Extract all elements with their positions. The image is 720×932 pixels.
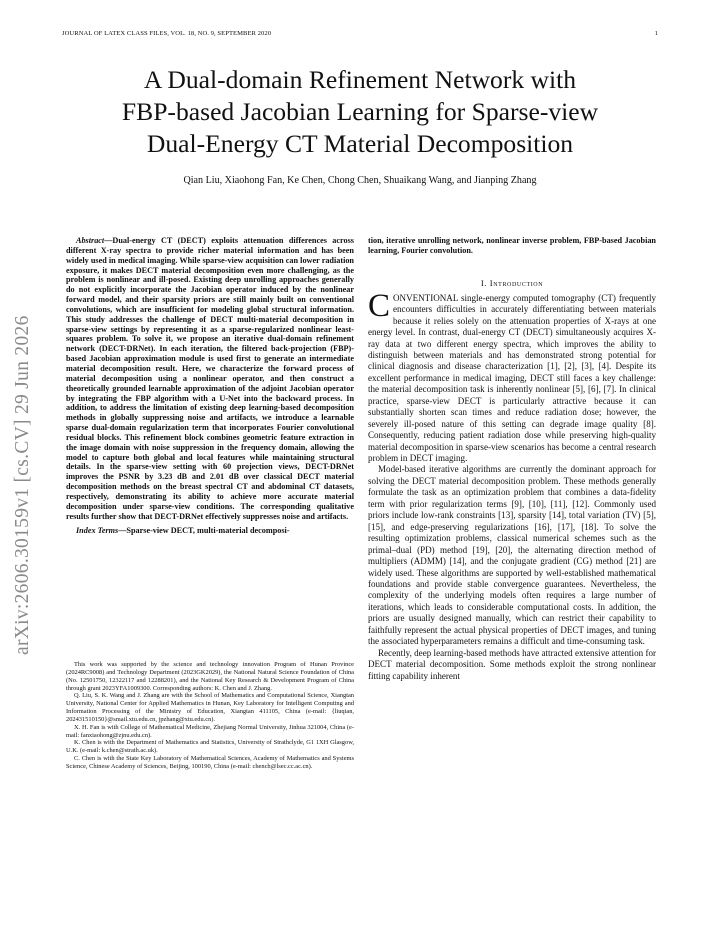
right-column bbox=[368, 236, 656, 682]
footnote-affiliation-k-chen: K. Chen is with the Department of Mathematics and Statistics, University of Strathclyde, G1 1XH Glasgow, U.K. (e-mail: k.chen@strath.ac.uk). bbox=[66, 739, 354, 755]
arxiv-stamp-text: arXiv:2606.30159v1 [cs.CV] 29 Jun 2026 bbox=[12, 315, 33, 655]
index-terms-label: Index Terms bbox=[76, 526, 119, 536]
intro-first-word: ONVENTIONAL bbox=[393, 292, 459, 303]
title-line-1: A Dual-domain Refinement Network with bbox=[143, 65, 577, 94]
running-head bbox=[62, 30, 658, 40]
dropcap: C bbox=[368, 287, 391, 324]
intro-paragraph-1 bbox=[368, 287, 656, 465]
intro-paragraph-1-text: single-energy computed tomography (CT) frequently encounters difficulties in accurately differentiating between materials because it relies solely on the attenuation properties of X-rays at one energy level. In contrast, dual-energy CT (DECT) simultaneously acquires X-ray data at two different energy spectra, which improves the ability to distinguish between materials and has demonstrated strong potential for clinical diagnosis and disease characterization [1], [2], [3], [4]. Despite its excellent performance in medical imaging, DECT still faces a key challenge: the material decomposition task is inherently nonlinear [5], [6], [7]. In clinical practice, sparse-view DECT is particularly attractive because it can substantially shorten scan times and reduce radiation dose; however, the severely ill-posed nature of this setting can degrade image quality [8]. Consequently, reducing patient radiation dose while preserving high-quality material decomposition in sparse-view scenarios has become a central research problem in DECT imaging. bbox=[368, 292, 656, 464]
paper-title bbox=[60, 64, 660, 160]
intro-paragraph-3: Recently, deep learning-based methods have attracted extensive attention for DECT material decomposition. Some methods exploit the strong nonlinear fitting capability inherent bbox=[368, 647, 656, 681]
footnotes bbox=[66, 661, 354, 771]
section-numeral: I. bbox=[480, 277, 488, 288]
title-line-3: Dual-Energy CT Material Decomposition bbox=[146, 129, 574, 158]
abstract bbox=[66, 236, 354, 521]
footnote-affiliation-fan: X. H. Fan is with College of Mathematical Medicine, Zhejiang Normal University, Jinhua 321004, China (e-mail: fanxiaohong@zjnu.edu.cn). bbox=[66, 723, 354, 739]
section-title: Introduction bbox=[489, 277, 544, 288]
title-line-2: FBP-based Jacobian Learning for Sparse-view bbox=[121, 97, 599, 126]
footnote-affiliation-liu-wang-zhang: Q. Liu, S. K. Wang and J. Zhang are with the School of Mathematics and Computational Science, Xiangtan University, National Center for Applied Mathematics in Hunan, Key Laboratory for Intelligent Computing and Information Processing of the Ministry of Education, Xiangtan 411105, China (e-mail: {liuqian, 202431510150}@smail.xtu.edu.cn, jpzhang@xtu.edu.cn). bbox=[66, 692, 354, 723]
page-number: 1 bbox=[654, 30, 658, 37]
abstract-label: Abstract bbox=[76, 236, 105, 245]
index-terms-continued: tion, iterative unrolling network, nonlinear inverse problem, FBP-based Jacobian learning, Fourier convolution. bbox=[368, 236, 656, 255]
footnote-funding: This work was supported by the science and technology innovation Program of Hunan Province (2024RC9008) and Technology Department (2023GK2029), the National Natural Science Foundation of China (No. 12501750, 12322117 and 12288201), and the National Key Research & Development Program of China through grant 2023YFA1009300. Corresponding authors: K. Chen and J. Zhang. bbox=[66, 661, 354, 692]
journal-header: JOURNAL OF LATEX CLASS FILES, VOL. 18, NO. 9, SEPTEMBER 2020 bbox=[62, 30, 272, 37]
intro-paragraph-2: Model-based iterative algorithms are currently the dominant approach for solving the DECT material decomposition problem. These methods generally formulate the task as an optimization problem that combines a data-fidelity term with prior regularization terms [9], [10], [11], [12]. Commonly used priors include low-rank constraints [13], sparsity [14], total variation (TV) [5], [15], and edge-preserving regularizations [16], [17], [18]. To solve the resulting optimization problems, classical numerical schemes such as the primal–dual (PD) method [19], [20], the alternating direction method of multipliers (ADMM) [14], and the conjugate gradient (CG) method [21] are widely used. These algorithms are supported by well-established mathematical foundations and provide stable convergence guarantees. Nevertheless, the complexity of the underlying models often requires a large number of iterations, which leads to considerable computational costs. In addition, the priors are usually designed manually, which can restrict their capability to faithfully represent the actual physical properties of DECT images, and tuning the associated hyperparameters remains a difficult and time-consuming task. bbox=[368, 464, 656, 647]
left-column bbox=[66, 236, 354, 536]
author-list: Qian Liu, Xiaohong Fan, Ke Chen, Chong Chen, Shuaikang Wang, and Jianping Zhang bbox=[183, 175, 537, 186]
index-terms-text-start: —Sparse-view DECT, multi-material decomposi- bbox=[118, 526, 290, 536]
footnote-affiliation-c-chen: C. Chen is with the State Key Laboratory of Mathematical Sciences, Academy of Mathematics and Systems Science, Chinese Academy of Sciences, Beijing, 100190, China (e-mail: chench@lsec.cc.ac.cn). bbox=[66, 755, 354, 770]
index-terms bbox=[66, 526, 354, 536]
section-heading bbox=[368, 278, 656, 288]
abstract-text: —Dual-energy CT (DECT) exploits attenuation differences across different X-ray spectra to provide richer material information and has been widely used in medical imaging. While sparse-view acquisition can lower radiation exposure, it makes DECT material decomposition even more challenging, as the problem is nonlinear and ill-posed. Existing deep unrolling approaches generally do not explicitly incorporate the Jacobian operator induced by the nonlinear forward model, and their sparsity priors are still mainly built on conventional convolutions, which are insufficient for modeling global structural information. This study addresses the challenge of DECT multi-material decomposition in sparse-view settings by representing it as a sparse-regularized nonlinear least-squares problem. To solve it, we propose an iterative dual-domain refinement network (DECT-DRNet). In each iteration, the filtered back-projection (FBP)-based Jacobian approximation module is used first to generate an intermediate material decomposition result. Here, we characterize the forward process of material decomposition using a nonlinear operator, and then construct a theoretically grounded learnable approximation of the adjoint Jacobian operator by integrating the FBP algorithm with a U-Net into the backward process. In addition, to address the limitation of existing deep learning-based decomposition methods in globally suppressing noise and artifacts, we introduce a learnable sparse dual-domain regularization term that incorporates Fourier convolutional residual blocks. This refinement block combines geometric feature extraction in the image domain with noise suppression in the frequency domain, allowing the model to capture both global and local features while maintaining structural details. In the sparse-view setting with 60 projection views, DECT-DRNet improves the PSNR by 3.23 dB and 2.01 dB over classical DECT material decomposition methods on the breast spectral CT and abdominal CT datasets, respectively, demonstrating its ability to achieve more accurate material decomposition under sparse-view conditions. The corresponding qualitative results further show that DECT-DRNet effectively suppresses noise and artifacts. bbox=[66, 236, 354, 521]
